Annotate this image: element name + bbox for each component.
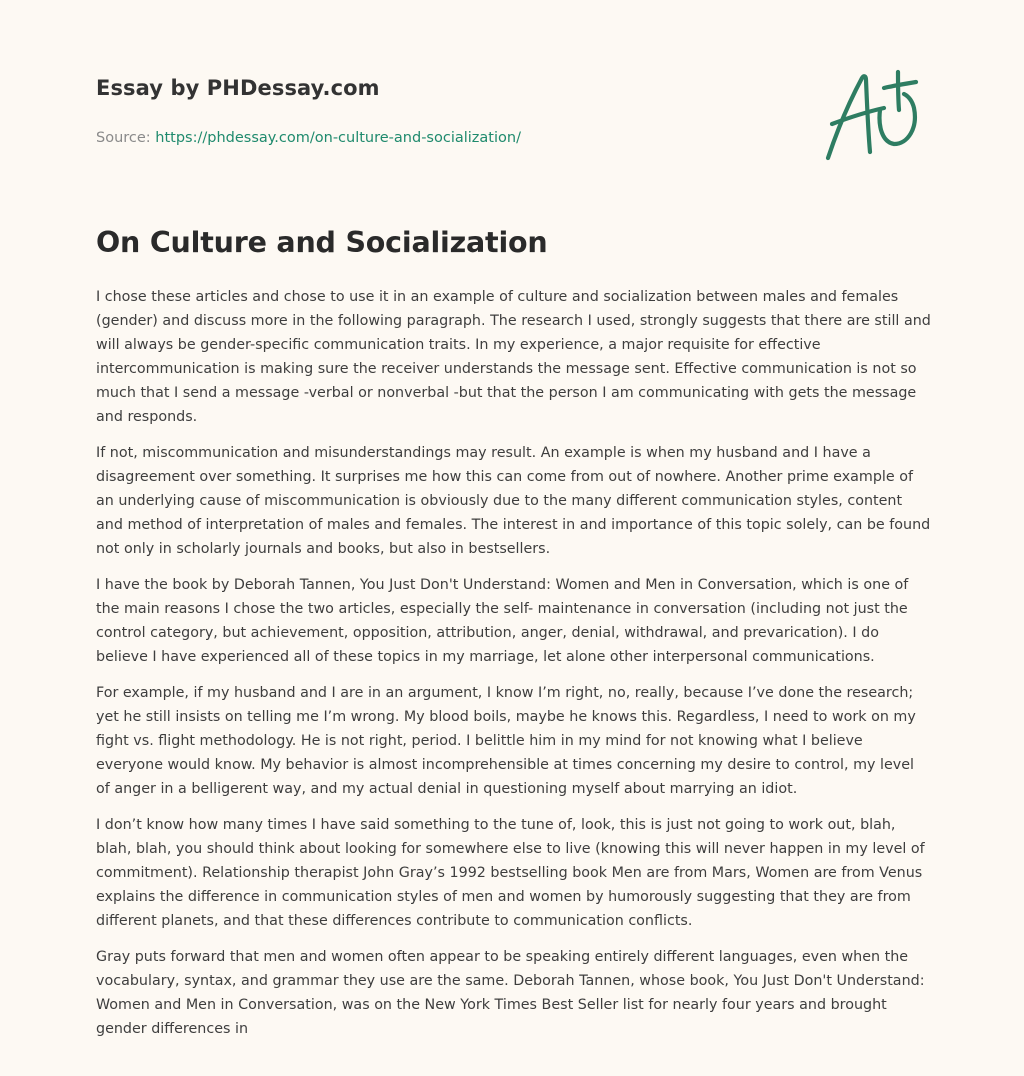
source-label: Source: [96, 130, 156, 146]
source-link[interactable]: https://phdessay.com/on-culture-and-socialization/ [155, 130, 521, 146]
essay-paragraph: I don’t know how many times I have said something to the tune of, look, this is just not going to work out, blah, blah, blah, you should think about looking for somewhere else to live (knowing this will never happen in my level of commitment). Relationship therapist John Gray’s 1992 bestselling book Men are from Mars, Women are from Venus explains the difference in communication styles of men and women by humorously suggesting that they are from different planets, and that these differences contribute to communication conflicts. [96, 817, 925, 929]
a-plus-grade-icon [818, 64, 928, 164]
site-title: Essay by PHDessay.com [96, 76, 380, 100]
page-header [96, 76, 796, 146]
essay-paragraph: I have the book by Deborah Tannen, You Just Don't Understand: Women and Men in Conversation, which is one of the main reasons I chose the two articles, especially the self- maintenance in conversation (including not just the control category, but achievement, opposition, attribution, anger, denial, withdrawal, and prevarication). I do believe I have experienced all of these topics in my marriage, let alone other interpersonal communications. [96, 577, 909, 665]
essay-body [96, 285, 932, 1053]
source-line [96, 130, 796, 146]
essay-paragraph: For example, if my husband and I are in an argument, I know I’m right, no, really, because I’ve done the research; yet he still insists on telling me I’m wrong. My blood boils, maybe he knows this. Regardless, I need to work on my fight vs. flight methodology. He is not right, period. I belittle him in my mind for not knowing what I believe everyone would know. My behavior is almost incomprehensible at times concerning my desire to control, my level of anger in a belligerent way, and my actual denial in questioning myself about marrying an idiot. [96, 685, 916, 797]
essay-paragraph: If not, miscommunication and misunderstandings may result. An example is when my husband and I have a disagreement over something. It surprises me how this can come from out of nowhere. Another prime example of an underlying cause of miscommunication is obviously due to the many different communication styles, content and method of interpretation of males and females. The interest in and importance of this topic solely, can be found not only in scholarly journals and books, but also in bestsellers. [96, 445, 931, 557]
essay-paragraph: I chose these articles and chose to use it in an example of culture and socialization between males and females (gender) and discuss more in the following paragraph. The research I used, strongly suggests that there are still and will always be gender-specific communication traits. In my experience, a major requisite for effective intercommunication is making sure the receiver understands the message sent. Effective communication is not so much that I send a message -verbal or nonverbal -but that the person I am communicating with gets the message and responds. [96, 289, 931, 425]
essay-title: On Culture and Socialization [96, 226, 548, 259]
essay-paragraph: Gray puts forward that men and women often appear to be speaking entirely different languages, even when the vocabulary, syntax, and grammar they use are the same. Deborah Tannen, whose book, You Just Don't Understand: Women and Men in Conversation, was on the New York Times Best Seller list for nearly four years and brought gender differences in [96, 949, 925, 1037]
